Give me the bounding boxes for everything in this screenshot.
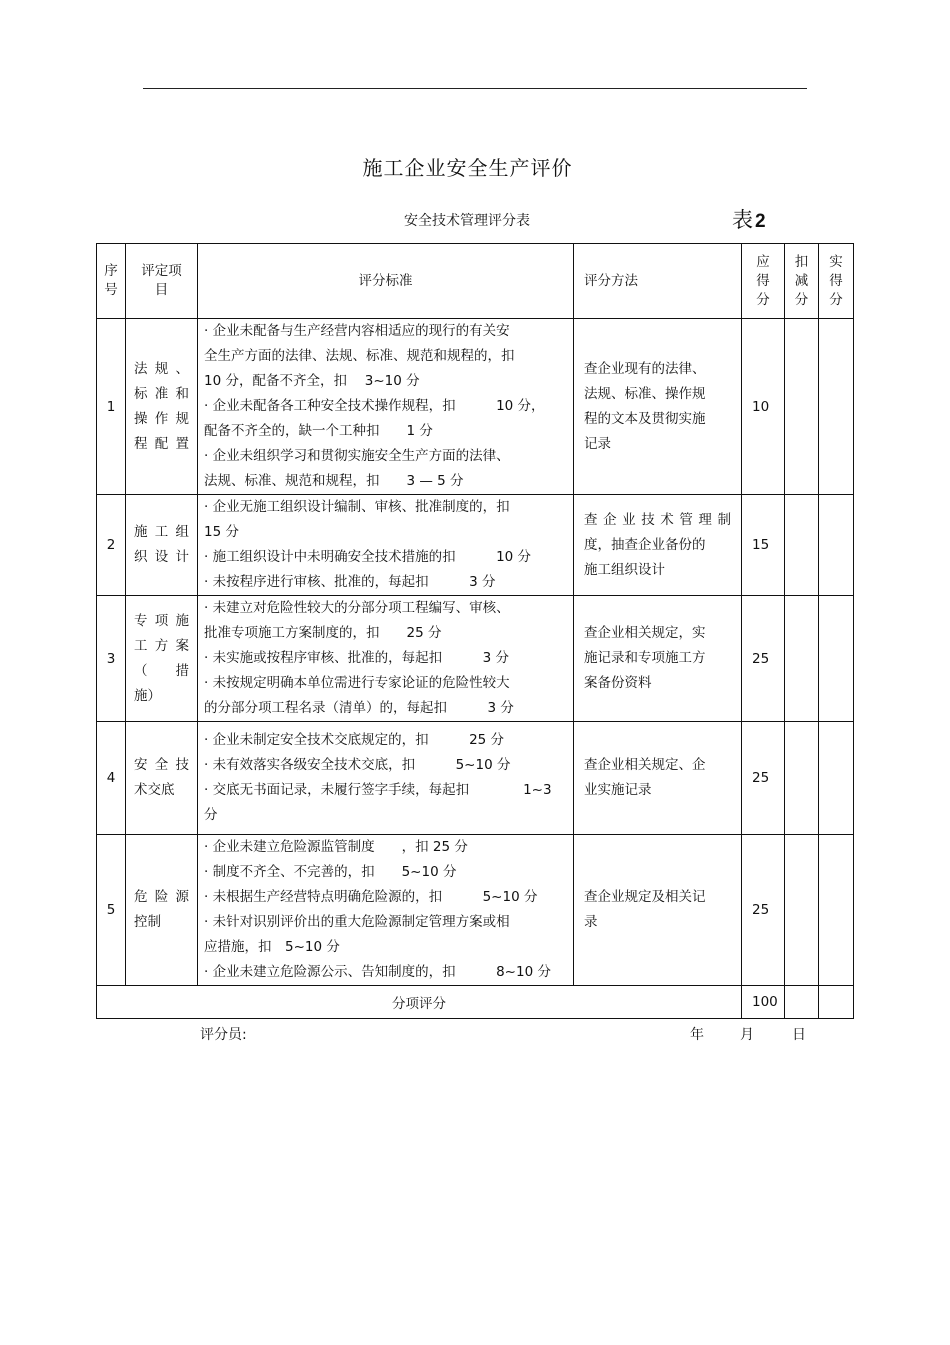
criteria-line: 法规、标准、规范和规程，扣 3 — 5 分	[204, 473, 464, 489]
row-criteria	[198, 722, 574, 835]
header-item-label: 评定项目	[141, 263, 182, 298]
row-item-line: 专项施	[134, 612, 189, 629]
summary-label: 分项评分	[97, 986, 742, 1019]
header-due	[742, 244, 785, 319]
table-row	[97, 835, 854, 986]
table-row	[97, 722, 854, 835]
method-line: 业实施记录	[584, 782, 652, 798]
criteria-line: 全生产方面的法律、法规、标准、规范和规程的，扣	[204, 348, 515, 364]
method-line: 案备份资料	[584, 675, 652, 691]
criteria-line: · 企业未建立危险源监管制度 ，扣 25 分	[204, 839, 468, 855]
row-due-score: 25	[742, 835, 785, 986]
row-item-line: 标准和	[134, 385, 189, 402]
method-line: 录	[584, 914, 598, 930]
row-item-line: 施）	[134, 687, 161, 704]
header-deduct	[785, 244, 819, 319]
row-item	[126, 722, 198, 835]
method-line: 查企业相关规定，实	[584, 625, 706, 641]
row-method	[574, 319, 742, 495]
row-deduct-cell[interactable]	[785, 722, 819, 835]
summary-actual-cell[interactable]	[819, 986, 854, 1019]
table-number	[732, 204, 766, 234]
header-criteria: 评分标准	[198, 244, 574, 319]
criteria-line: 应措施，扣 5~10 分	[204, 939, 340, 955]
header-method: 评分方法	[574, 244, 742, 319]
row-item-line: 程配置	[134, 435, 189, 452]
row-seq: 2	[97, 495, 126, 596]
criteria-line: 的分部分项工程名录（清单）的，每起扣 3 分	[204, 700, 514, 716]
criteria-line: 配备不齐全的，缺一个工种扣 1 分	[204, 423, 433, 439]
row-method	[574, 722, 742, 835]
row-deduct-cell[interactable]	[785, 319, 819, 495]
row-due-score: 10	[742, 319, 785, 495]
criteria-line: · 交底无书面记录，未履行签字手续，每起扣 1~3	[204, 782, 552, 798]
header-due-label: 应得分	[756, 253, 770, 308]
date-field	[690, 1024, 806, 1044]
criteria-line: 10 分，配备不齐全，扣 3~10 分	[204, 373, 420, 389]
row-method	[574, 495, 742, 596]
method-line: 法规、标准、操作规	[584, 385, 706, 402]
header-actual-label: 实得分	[829, 253, 843, 308]
criteria-line: · 未有效落实各级安全技术交底，扣 5~10 分	[204, 757, 511, 773]
row-item	[126, 596, 198, 722]
criteria-line: · 企业未配备与生产经营内容相适应的现行的有关安	[204, 323, 510, 339]
method-line: 查企业技术管理制	[584, 511, 731, 528]
row-seq: 4	[97, 722, 126, 835]
row-item-line: 法规、	[134, 360, 189, 377]
table-label: 表	[732, 208, 753, 232]
row-item-line: 控制	[134, 914, 161, 930]
row-method	[574, 835, 742, 986]
header-seq-label: 序号	[104, 263, 118, 298]
method-line: 度，抽查企业备份的	[584, 536, 706, 553]
table-row	[97, 319, 854, 495]
row-item-line: 织设计	[134, 549, 189, 565]
row-item-line: 危险源	[134, 889, 189, 905]
method-line: 查企业规定及相关记	[584, 889, 706, 905]
row-due-score: 25	[742, 596, 785, 722]
method-line: 程的文本及贯彻实施	[584, 410, 706, 427]
top-rule	[143, 88, 807, 89]
criteria-line: · 企业未制定安全技术交底规定的，扣 25 分	[204, 732, 505, 748]
criteria-line: · 制度不齐全、不完善的，扣 5~10 分	[204, 864, 457, 880]
criteria-line: · 未按规定明确本单位需进行专家论证的危险性较大	[204, 675, 510, 691]
row-criteria	[198, 319, 574, 495]
row-seq: 3	[97, 596, 126, 722]
year-label: 年	[690, 1027, 704, 1043]
document-title: 施工企业安全生产评价	[362, 156, 573, 180]
header-item	[126, 244, 198, 319]
criteria-line: · 未根据生产经营特点明确危险源的，扣 5~10 分	[204, 889, 538, 905]
method-line: 查企业相关规定、企	[584, 757, 706, 773]
summary-total: 100	[742, 986, 785, 1019]
criteria-line: · 未针对识别评价出的重大危险源制定管理方案或相	[204, 914, 510, 930]
row-deduct-cell[interactable]	[785, 835, 819, 986]
row-actual-cell[interactable]	[819, 495, 854, 596]
table-number-value: 2	[755, 211, 766, 232]
criteria-line: · 企业未组织学习和贯彻实施安全生产方面的法律、	[204, 448, 510, 464]
method-line: 查企业现有的法律、	[584, 360, 706, 377]
row-item	[126, 319, 198, 495]
criteria-line: · 企业未配备各工种安全技术操作规程，扣 10 分，	[204, 398, 545, 414]
row-item-line: 工方案	[134, 637, 189, 654]
summary-deduct-cell[interactable]	[785, 986, 819, 1019]
criteria-line: 分	[204, 807, 218, 823]
row-item-line: 术交底	[134, 782, 175, 798]
row-deduct-cell[interactable]	[785, 495, 819, 596]
row-method	[574, 596, 742, 722]
row-actual-cell[interactable]	[819, 722, 854, 835]
criteria-line: 15 分	[204, 524, 239, 540]
criteria-line: · 未实施或按程序审核、批准的，每起扣 3 分	[204, 650, 509, 666]
criteria-line: 批准专项施工方案制度的，扣 25 分	[204, 625, 442, 641]
month-label: 月	[740, 1027, 754, 1043]
table-row	[97, 495, 854, 596]
row-due-score: 15	[742, 495, 785, 596]
row-seq: 1	[97, 319, 126, 495]
header-actual	[819, 244, 854, 319]
criteria-line: · 企业未建立危险源公示、告知制度的，扣 8~10 分	[204, 964, 551, 980]
row-due-score: 25	[742, 722, 785, 835]
method-line: 施工组织设计	[584, 561, 665, 578]
header-row	[97, 244, 854, 319]
row-seq: 5	[97, 835, 126, 986]
criteria-line: · 施工组织设计中未明确安全技术措施的扣 10 分	[204, 549, 532, 565]
row-item-line: 施工组	[134, 524, 189, 540]
row-item-line: 操作规	[134, 410, 189, 427]
method-line: 记录	[584, 435, 611, 452]
criteria-line: · 企业无施工组织设计编制、审核、批准制度的，扣	[204, 499, 510, 515]
evaluator-label: 评分员:	[200, 1027, 247, 1043]
criteria-line: · 未建立对危险性较大的分部分项工程编写、审核、	[204, 600, 510, 616]
row-deduct-cell[interactable]	[785, 596, 819, 722]
row-item	[126, 835, 198, 986]
row-criteria	[198, 596, 574, 722]
summary-row	[97, 986, 854, 1019]
row-actual-cell[interactable]	[819, 596, 854, 722]
day-label: 日	[792, 1027, 806, 1043]
criteria-line: · 未按程序进行审核、批准的，每起扣 3 分	[204, 574, 496, 590]
table-subtitle: 安全技术管理评分表	[404, 213, 530, 229]
row-actual-cell[interactable]	[819, 319, 854, 495]
scoring-table	[96, 243, 854, 1019]
header-seq	[97, 244, 126, 319]
method-line: 施记录和专项施工方	[584, 650, 706, 666]
row-actual-cell[interactable]	[819, 835, 854, 986]
header-deduct-label: 扣减分	[794, 253, 809, 308]
row-criteria	[198, 835, 574, 986]
row-criteria	[198, 495, 574, 596]
row-item	[126, 495, 198, 596]
table-row	[97, 596, 854, 722]
row-item-line: 安全技	[134, 757, 189, 773]
row-item-line: （ 措	[134, 662, 189, 679]
